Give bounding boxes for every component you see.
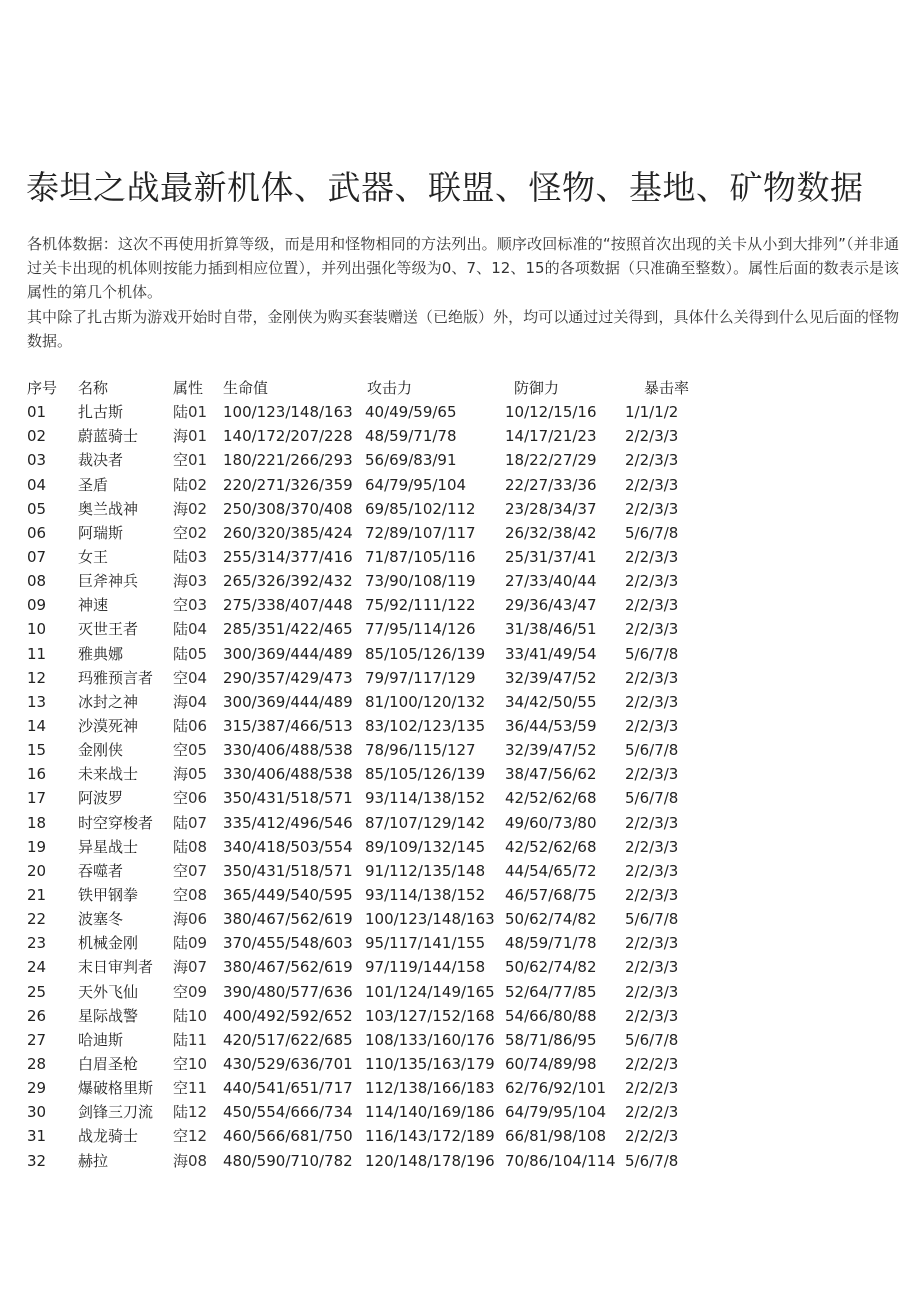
cell-name: 奥兰战神 (78, 499, 139, 518)
cell-name: 战龙骑士 (78, 1127, 139, 1146)
cell-index: 22 (27, 910, 47, 929)
cell-hp: 330/406/488/538 (223, 741, 353, 760)
cell-attack: 72/89/107/117 (365, 523, 476, 542)
cell-crit-rate: 2/2/2/3 (625, 1079, 679, 1098)
cell-name: 裁决者 (78, 451, 124, 470)
cell-crit-rate: 2/2/2/3 (625, 1103, 679, 1122)
cell-hp: 350/431/518/571 (223, 861, 353, 880)
cell-attack: 40/49/59/65 (365, 403, 457, 422)
cell-hp: 440/541/651/717 (223, 1079, 353, 1098)
table-header-row (27, 376, 907, 400)
cell-index: 21 (27, 885, 47, 904)
cell-index: 07 (27, 547, 47, 566)
cell-index: 16 (27, 765, 47, 784)
cell-crit-rate: 2/2/3/3 (625, 475, 679, 494)
cell-defense: 42/52/62/68 (505, 837, 597, 856)
table-row (27, 907, 907, 931)
table-row (27, 859, 907, 883)
cell-crit-rate: 5/6/7/8 (625, 741, 679, 760)
header-defense: 防御力 (514, 379, 560, 397)
table-row (27, 835, 907, 859)
cell-defense: 70/86/104/114 (505, 1151, 616, 1170)
cell-attribute: 空05 (173, 741, 208, 760)
mech-stats-table (27, 376, 907, 1173)
intro-paragraph: 其中除了扎古斯为游戏开始时自带，金刚侠为购买套装赠送（已绝版）外，均可以通过过关得到，具体什么关得到什么见后面的怪物数据。 (27, 307, 899, 350)
table-row (27, 980, 907, 1004)
cell-name: 圣盾 (78, 475, 109, 494)
table-row (27, 545, 907, 569)
cell-attribute: 陆03 (173, 547, 208, 566)
cell-name: 铁甲钢拳 (78, 885, 139, 904)
cell-hp: 480/590/710/782 (223, 1151, 353, 1170)
table-row (27, 1052, 907, 1076)
cell-attribute: 陆02 (173, 475, 208, 494)
cell-name: 扎古斯 (78, 403, 124, 422)
cell-index: 20 (27, 861, 47, 880)
cell-defense: 64/79/95/104 (505, 1103, 607, 1122)
cell-defense: 58/71/86/95 (505, 1030, 597, 1049)
cell-crit-rate: 2/2/3/3 (625, 982, 679, 1001)
cell-attribute: 空06 (173, 789, 208, 808)
cell-name: 阿波罗 (78, 789, 124, 808)
cell-index: 01 (27, 403, 47, 422)
cell-name: 末日审判者 (78, 958, 154, 977)
cell-name: 灭世王者 (78, 620, 139, 639)
cell-crit-rate: 2/2/3/3 (625, 837, 679, 856)
cell-attack: 93/114/138/152 (365, 789, 486, 808)
cell-attribute: 海03 (173, 572, 208, 591)
table-row (27, 955, 907, 979)
cell-index: 18 (27, 813, 47, 832)
cell-defense: 44/54/65/72 (505, 861, 597, 880)
table-row (27, 1004, 907, 1028)
page-title: 泰坦之战最新机体、武器、联盟、怪物、基地、矿物数据 (26, 168, 864, 207)
cell-defense: 31/38/46/51 (505, 620, 597, 639)
cell-index: 02 (27, 427, 47, 446)
cell-attack: 97/119/144/158 (365, 958, 486, 977)
cell-attribute: 空02 (173, 523, 208, 542)
table-row (27, 811, 907, 835)
cell-crit-rate: 2/2/3/3 (625, 668, 679, 687)
cell-name: 玛雅预言者 (78, 668, 154, 687)
cell-attribute: 空08 (173, 885, 208, 904)
cell-crit-rate: 2/2/2/3 (625, 1127, 679, 1146)
cell-attribute: 陆07 (173, 813, 208, 832)
cell-attack: 83/102/123/135 (365, 716, 486, 735)
table-row (27, 617, 907, 641)
cell-index: 14 (27, 716, 47, 735)
table-row (27, 762, 907, 786)
cell-hp: 180/221/266/293 (223, 451, 353, 470)
cell-name: 时空穿梭者 (78, 813, 154, 832)
cell-name: 波塞冬 (78, 910, 124, 929)
cell-index: 03 (27, 451, 47, 470)
cell-attribute: 海06 (173, 910, 208, 929)
cell-attribute: 海05 (173, 765, 208, 784)
cell-defense: 42/52/62/68 (505, 789, 597, 808)
cell-name: 异星战士 (78, 837, 139, 856)
cell-hp: 390/480/577/636 (223, 982, 353, 1001)
cell-attribute: 陆04 (173, 620, 208, 639)
cell-attack: 85/105/126/139 (365, 765, 486, 784)
cell-hp: 460/566/681/750 (223, 1127, 353, 1146)
cell-attack: 114/140/169/186 (365, 1103, 495, 1122)
cell-index: 29 (27, 1079, 47, 1098)
header-hp: 生命值 (223, 379, 269, 397)
cell-attack: 81/100/120/132 (365, 692, 486, 711)
cell-index: 30 (27, 1103, 47, 1122)
cell-hp: 420/517/622/685 (223, 1030, 353, 1049)
cell-attribute: 空03 (173, 596, 208, 615)
cell-hp: 290/357/429/473 (223, 668, 353, 687)
cell-crit-rate: 2/2/3/3 (625, 596, 679, 615)
cell-hp: 100/123/148/163 (223, 403, 353, 422)
cell-attack: 56/69/83/91 (365, 451, 457, 470)
cell-attack: 95/117/141/155 (365, 934, 486, 953)
cell-hp: 430/529/636/701 (223, 1054, 353, 1073)
cell-index: 11 (27, 644, 47, 663)
cell-attack: 77/95/114/126 (365, 620, 476, 639)
cell-hp: 300/369/444/489 (223, 644, 353, 663)
cell-index: 32 (27, 1151, 47, 1170)
cell-hp: 285/351/422/465 (223, 620, 353, 639)
cell-hp: 140/172/207/228 (223, 427, 353, 446)
cell-attack: 79/97/117/129 (365, 668, 476, 687)
cell-attribute: 陆12 (173, 1103, 208, 1122)
cell-defense: 36/44/53/59 (505, 716, 597, 735)
cell-defense: 26/32/38/42 (505, 523, 597, 542)
cell-defense: 32/39/47/52 (505, 668, 597, 687)
cell-attribute: 空12 (173, 1127, 208, 1146)
cell-crit-rate: 2/2/3/3 (625, 451, 679, 470)
cell-name: 星际战警 (78, 1006, 139, 1025)
cell-attack: 103/127/152/168 (365, 1006, 495, 1025)
cell-crit-rate: 2/2/3/3 (625, 765, 679, 784)
table-row (27, 497, 907, 521)
cell-defense: 62/76/92/101 (505, 1079, 607, 1098)
cell-name: 阿瑞斯 (78, 523, 124, 542)
cell-crit-rate: 2/2/3/3 (625, 620, 679, 639)
cell-defense: 60/74/89/98 (505, 1054, 597, 1073)
cell-name: 天外飞仙 (78, 982, 139, 1001)
cell-crit-rate: 2/2/3/3 (625, 499, 679, 518)
header-attack: 攻击力 (367, 379, 413, 397)
table-row (27, 473, 907, 497)
table-row (27, 786, 907, 810)
cell-attack: 91/112/135/148 (365, 861, 486, 880)
cell-crit-rate: 2/2/3/3 (625, 934, 679, 953)
header-index: 序号 (27, 379, 58, 397)
cell-attack: 48/59/71/78 (365, 427, 457, 446)
cell-name: 冰封之神 (78, 692, 139, 711)
table-row (27, 593, 907, 617)
cell-crit-rate: 5/6/7/8 (625, 523, 679, 542)
table-row (27, 400, 907, 424)
table-row (27, 642, 907, 666)
cell-hp: 265/326/392/432 (223, 572, 353, 591)
cell-attribute: 空07 (173, 861, 208, 880)
intro-paragraph: 各机体数据：这次不再使用折算等级，而是用和怪物相同的方法列出。顺序改回标准的“按照首次出现的关卡从小到大排列”（并非通过关卡出现的机体则按能力插到相应位置），并列出强化等级为0、7、12、15的各项数据（只准确至整数）。属性后面的数表示是该属性的第几个机体。 (27, 235, 899, 302)
header-attribute: 属性 (173, 379, 204, 397)
cell-defense: 32/39/47/52 (505, 741, 597, 760)
cell-attack: 110/135/163/179 (365, 1054, 495, 1073)
cell-name: 雅典娜 (78, 644, 124, 663)
cell-name: 蔚蓝骑士 (78, 427, 139, 446)
cell-crit-rate: 2/2/3/3 (625, 958, 679, 977)
cell-name: 哈迪斯 (78, 1030, 124, 1049)
cell-hp: 300/369/444/489 (223, 692, 353, 711)
cell-crit-rate: 2/2/2/3 (625, 1054, 679, 1073)
cell-attack: 93/114/138/152 (365, 885, 486, 904)
table-row (27, 714, 907, 738)
cell-name: 爆破格里斯 (78, 1079, 154, 1098)
cell-hp: 255/314/377/416 (223, 547, 353, 566)
cell-attack: 108/133/160/176 (365, 1030, 495, 1049)
cell-index: 31 (27, 1127, 47, 1146)
table-row (27, 569, 907, 593)
cell-index: 17 (27, 789, 47, 808)
cell-crit-rate: 1/1/1/2 (625, 403, 679, 422)
cell-defense: 54/66/80/88 (505, 1006, 597, 1025)
cell-index: 09 (27, 596, 47, 615)
cell-defense: 66/81/98/108 (505, 1127, 607, 1146)
cell-hp: 220/271/326/359 (223, 475, 353, 494)
table-row (27, 1076, 907, 1100)
cell-defense: 14/17/21/23 (505, 427, 597, 446)
cell-hp: 315/387/466/513 (223, 716, 353, 735)
cell-defense: 29/36/43/47 (505, 596, 597, 615)
cell-defense: 52/64/77/85 (505, 982, 597, 1001)
table-row (27, 1100, 907, 1124)
cell-attack: 78/96/115/127 (365, 741, 476, 760)
cell-index: 28 (27, 1054, 47, 1073)
cell-hp: 335/412/496/546 (223, 813, 353, 832)
cell-hp: 450/554/666/734 (223, 1103, 353, 1122)
cell-hp: 330/406/488/538 (223, 765, 353, 784)
cell-defense: 25/31/37/41 (505, 547, 597, 566)
table-row (27, 666, 907, 690)
cell-defense: 48/59/71/78 (505, 934, 597, 953)
table-row (27, 1149, 907, 1173)
cell-attribute: 陆09 (173, 934, 208, 953)
cell-crit-rate: 2/2/3/3 (625, 692, 679, 711)
cell-index: 24 (27, 958, 47, 977)
cell-attack: 120/148/178/196 (365, 1151, 495, 1170)
cell-defense: 49/60/73/80 (505, 813, 597, 832)
cell-index: 15 (27, 741, 47, 760)
cell-attribute: 空01 (173, 451, 208, 470)
cell-attribute: 海08 (173, 1151, 208, 1170)
cell-crit-rate: 5/6/7/8 (625, 1151, 679, 1170)
header-crit-rate: 暴击率 (644, 379, 690, 397)
cell-defense: 50/62/74/82 (505, 910, 597, 929)
table-row (27, 424, 907, 448)
cell-crit-rate: 2/2/3/3 (625, 547, 679, 566)
cell-defense: 22/27/33/36 (505, 475, 597, 494)
cell-crit-rate: 2/2/3/3 (625, 572, 679, 591)
cell-index: 27 (27, 1030, 47, 1049)
table-row (27, 931, 907, 955)
table-row (27, 1028, 907, 1052)
cell-attack: 112/138/166/183 (365, 1079, 495, 1098)
cell-hp: 380/467/562/619 (223, 958, 353, 977)
cell-name: 机械金刚 (78, 934, 139, 953)
cell-attribute: 陆06 (173, 716, 208, 735)
cell-index: 06 (27, 523, 47, 542)
table-row (27, 883, 907, 907)
table-row (27, 521, 907, 545)
cell-attribute: 空09 (173, 982, 208, 1001)
cell-hp: 350/431/518/571 (223, 789, 353, 808)
cell-defense: 38/47/56/62 (505, 765, 597, 784)
cell-hp: 275/338/407/448 (223, 596, 353, 615)
cell-attack: 116/143/172/189 (365, 1127, 495, 1146)
cell-name: 白眉圣枪 (78, 1054, 139, 1073)
cell-crit-rate: 2/2/3/3 (625, 716, 679, 735)
cell-attack: 71/87/105/116 (365, 547, 476, 566)
cell-attack: 100/123/148/163 (365, 910, 495, 929)
cell-crit-rate: 2/2/3/3 (625, 861, 679, 880)
cell-attribute: 空11 (173, 1079, 208, 1098)
cell-attack: 89/109/132/145 (365, 837, 486, 856)
cell-attribute: 海07 (173, 958, 208, 977)
cell-attribute: 海01 (173, 427, 208, 446)
cell-index: 04 (27, 475, 47, 494)
cell-crit-rate: 2/2/3/3 (625, 427, 679, 446)
cell-crit-rate: 5/6/7/8 (625, 644, 679, 663)
cell-hp: 400/492/592/652 (223, 1006, 353, 1025)
cell-hp: 340/418/503/554 (223, 837, 353, 856)
cell-attack: 73/90/108/119 (365, 572, 476, 591)
cell-crit-rate: 5/6/7/8 (625, 910, 679, 929)
cell-name: 吞噬者 (78, 861, 124, 880)
cell-index: 12 (27, 668, 47, 687)
cell-attribute: 陆05 (173, 644, 208, 663)
cell-index: 10 (27, 620, 47, 639)
cell-index: 23 (27, 934, 47, 953)
cell-index: 26 (27, 1006, 47, 1025)
cell-attribute: 陆01 (173, 403, 208, 422)
cell-defense: 34/42/50/55 (505, 692, 597, 711)
cell-hp: 380/467/562/619 (223, 910, 353, 929)
cell-index: 19 (27, 837, 47, 856)
cell-attack: 69/85/102/112 (365, 499, 476, 518)
cell-name: 神速 (78, 596, 109, 615)
cell-index: 08 (27, 572, 47, 591)
table-row (27, 1124, 907, 1148)
header-name: 名称 (78, 379, 109, 397)
cell-name: 巨斧神兵 (78, 572, 139, 591)
cell-defense: 23/28/34/37 (505, 499, 597, 518)
cell-attack: 75/92/111/122 (365, 596, 476, 615)
table-row (27, 738, 907, 762)
cell-hp: 260/320/385/424 (223, 523, 353, 542)
cell-attribute: 陆08 (173, 837, 208, 856)
cell-attribute: 海02 (173, 499, 208, 518)
cell-attribute: 空10 (173, 1054, 208, 1073)
cell-defense: 50/62/74/82 (505, 958, 597, 977)
cell-name: 沙漠死神 (78, 716, 139, 735)
cell-attack: 64/79/95/104 (365, 475, 467, 494)
cell-defense: 18/22/27/29 (505, 451, 597, 470)
cell-index: 25 (27, 982, 47, 1001)
cell-attribute: 空04 (173, 668, 208, 687)
cell-attribute: 陆10 (173, 1006, 208, 1025)
cell-hp: 370/455/548/603 (223, 934, 353, 953)
cell-defense: 27/33/40/44 (505, 572, 597, 591)
cell-defense: 46/57/68/75 (505, 885, 597, 904)
cell-crit-rate: 2/2/3/3 (625, 885, 679, 904)
cell-crit-rate: 5/6/7/8 (625, 789, 679, 808)
cell-attribute: 海04 (173, 692, 208, 711)
cell-attribute: 陆11 (173, 1030, 208, 1049)
cell-crit-rate: 2/2/3/3 (625, 1006, 679, 1025)
cell-name: 金刚侠 (78, 741, 124, 760)
cell-name: 女王 (78, 547, 109, 566)
cell-name: 赫拉 (78, 1151, 109, 1170)
cell-index: 05 (27, 499, 47, 518)
table-row (27, 690, 907, 714)
cell-hp: 250/308/370/408 (223, 499, 353, 518)
table-body (27, 400, 907, 1173)
cell-hp: 365/449/540/595 (223, 885, 353, 904)
cell-attack: 87/107/129/142 (365, 813, 486, 832)
cell-name: 未来战士 (78, 765, 139, 784)
intro-text (27, 232, 899, 353)
cell-defense: 33/41/49/54 (505, 644, 597, 663)
cell-attack: 85/105/126/139 (365, 644, 486, 663)
cell-defense: 10/12/15/16 (505, 403, 597, 422)
table-row (27, 448, 907, 472)
cell-crit-rate: 5/6/7/8 (625, 1030, 679, 1049)
cell-crit-rate: 2/2/3/3 (625, 813, 679, 832)
cell-attack: 101/124/149/165 (365, 982, 495, 1001)
cell-index: 13 (27, 692, 47, 711)
cell-name: 剑锋三刀流 (78, 1103, 154, 1122)
